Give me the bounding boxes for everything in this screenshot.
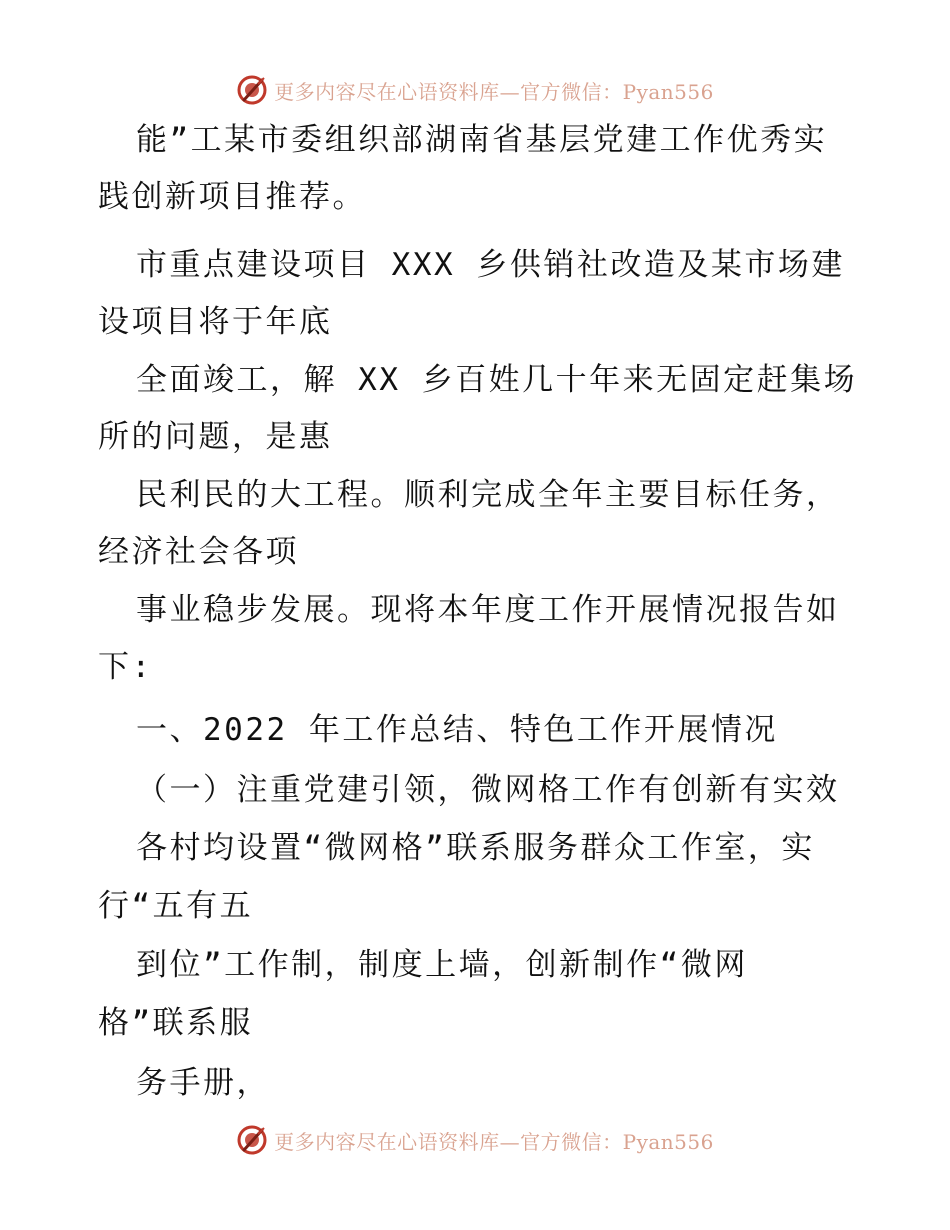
paragraph-line: 到位”工作制，制度上墙，创新制作“微网	[136, 947, 748, 983]
paragraph-line: 下:	[98, 649, 153, 685]
paragraph-line: 设项目将于年底	[98, 304, 333, 340]
paragraph-line: 民利民的大工程。顺利完成全年主要目标任务，	[136, 477, 840, 513]
paragraph-line: 经济社会各项	[98, 534, 299, 570]
seal-logo-icon	[236, 74, 268, 106]
paragraph-line: 行“五有五	[98, 888, 254, 924]
footer-banner-text: 更多内容尽在心语资料库—官方微信：Pyan556	[274, 1129, 714, 1154]
paragraph-line: 各村均设置“微网格”联系服务群众工作室，实	[136, 830, 815, 866]
paragraph-line: 践创新项目推荐。	[98, 179, 366, 215]
subsection-heading: （一）注重党建引领，微网格工作有创新有实效	[136, 772, 840, 808]
paragraph-line: 格”联系服	[98, 1005, 254, 1041]
header-banner-text: 更多内容尽在心语资料库—官方微信：Pyan556	[274, 79, 714, 104]
paragraph-line: 所的问题，是惠	[98, 419, 333, 455]
section-heading: 一、2022 年工作总结、特色工作开展情况	[136, 712, 778, 748]
paragraph-line: 市重点建设项目 XXX 乡供销社改造及某市场建	[136, 247, 845, 283]
paragraph-line: 务手册，	[136, 1065, 270, 1101]
footer-banner	[0, 1120, 950, 1160]
paragraph-line: 全面竣工，解 XX 乡百姓几十年来无固定赶集场	[136, 362, 858, 398]
seal-logo-icon	[236, 1124, 268, 1156]
paragraph-line: 事业稳步发展。现将本年度工作开展情况报告如	[136, 592, 840, 628]
header-banner	[0, 70, 950, 110]
paragraph-line: 能”工某市委组织部湖南省基层党建工作优秀实	[136, 122, 828, 158]
